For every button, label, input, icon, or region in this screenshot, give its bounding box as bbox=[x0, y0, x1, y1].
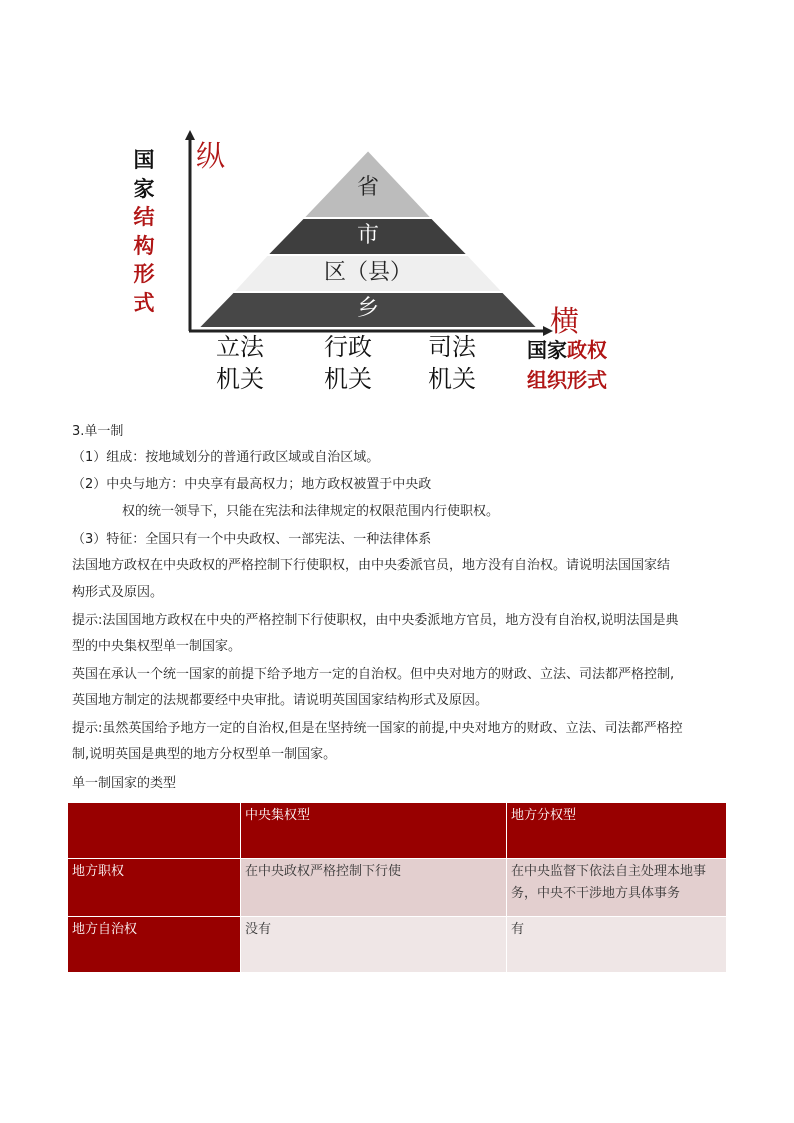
layer-label-province: 省 bbox=[356, 175, 379, 200]
question-uk-line1: 英国在承认一个统一国家的前提下给予地方一定的自治权。但中央对地方的财政、立法、司法都严格控制, bbox=[72, 667, 675, 682]
header-cell-local: 地方分权型 bbox=[507, 803, 727, 859]
organ-executive-line2: 机关 bbox=[324, 365, 372, 393]
organ-legislative-line1: 立法 bbox=[216, 333, 264, 361]
question-france-line1: 法国地方政权在中央政权的严格控制下行使职权，由中央委派官员，地方没有自治权。请说明法国国家结 bbox=[72, 558, 671, 573]
organ-judicial-line1: 司法 bbox=[428, 333, 476, 361]
table-header-row bbox=[68, 803, 727, 859]
question-france-line2: 构形式及原因。 bbox=[72, 585, 164, 600]
organ-judicial-line2: 机关 bbox=[428, 365, 476, 393]
cell-central-autonomy: 没有 bbox=[241, 917, 507, 973]
cell-local-powers: 在中央监督下依法自主处理本地事务，中央不干涉地方具体事务 bbox=[507, 859, 727, 917]
organ-legislative-line2: 机关 bbox=[216, 365, 264, 393]
row-label-autonomy: 地方自治权 bbox=[68, 917, 241, 973]
answer-uk-line2: 制,说明英国是典型的地方分权型单一制国家。 bbox=[72, 747, 337, 762]
item-composition: （1）组成：按地域划分的普通行政区域或自治区域。 bbox=[72, 450, 380, 465]
organ-legislative bbox=[200, 331, 280, 395]
horizontal-axis-word: 横 bbox=[550, 304, 580, 338]
table-title: 单一制国家的类型 bbox=[72, 776, 177, 791]
layer-label-township: 乡 bbox=[356, 296, 379, 321]
organ-judicial bbox=[412, 331, 492, 395]
header-cell-empty bbox=[68, 803, 241, 859]
horizontal-axis-label bbox=[512, 335, 622, 395]
answer-uk-line1: 提示:虽然英国给予地方一定的自治权,但是在坚持统一国家的前提,中央对地方的财政、立法、司法都严格控 bbox=[72, 721, 683, 736]
vertical-label-black: 国家 bbox=[133, 148, 155, 201]
horizontal-label-red1: 政权 bbox=[567, 338, 607, 362]
horizontal-label-black: 国家 bbox=[527, 338, 567, 362]
cell-central-powers: 在中央政权严格控制下行使 bbox=[241, 859, 507, 917]
unitary-types-table bbox=[67, 802, 727, 973]
organ-executive bbox=[308, 331, 388, 395]
cell-local-autonomy: 有 bbox=[507, 917, 727, 973]
layer-label-district: 区（县） bbox=[323, 260, 412, 285]
item-central-local-cont: 权的统一领导下，只能在宪法和法律规定的权限范围内行使职权。 bbox=[122, 504, 500, 519]
item-features: （3）特征：全国只有一个中央政权、一部宪法、一种法律体系 bbox=[72, 532, 432, 547]
table-row bbox=[68, 917, 727, 973]
answer-france-line2: 型的中央集权型单一制国家。 bbox=[72, 639, 242, 654]
layer-label-city: 市 bbox=[356, 223, 379, 248]
header-cell-central: 中央集权型 bbox=[241, 803, 507, 859]
structure-diagram bbox=[0, 0, 794, 410]
answer-france-line1: 提示:法国国地方政权在中央的严格控制下行使职权，由中央委派地方官员，地方没有自治权,说明法国是典 bbox=[72, 613, 679, 628]
pyramid-chart bbox=[0, 0, 794, 410]
section-heading: 3.单一制 bbox=[72, 424, 124, 439]
vertical-label-red: 结构形式 bbox=[133, 205, 155, 315]
question-uk-line2: 英国地方制定的法规都要经中央审批。请说明英国国家结构形式及原因。 bbox=[72, 693, 489, 708]
horizontal-label-red2: 组织形式 bbox=[527, 368, 607, 392]
vertical-axis-word: 纵 bbox=[196, 139, 226, 173]
row-label-local-powers: 地方职权 bbox=[68, 859, 241, 917]
table-row bbox=[68, 859, 727, 917]
organ-executive-line1: 行政 bbox=[324, 333, 372, 361]
item-central-local: （2）中央与地方：中央享有最高权力；地方政权被置于中央政 bbox=[72, 477, 432, 492]
